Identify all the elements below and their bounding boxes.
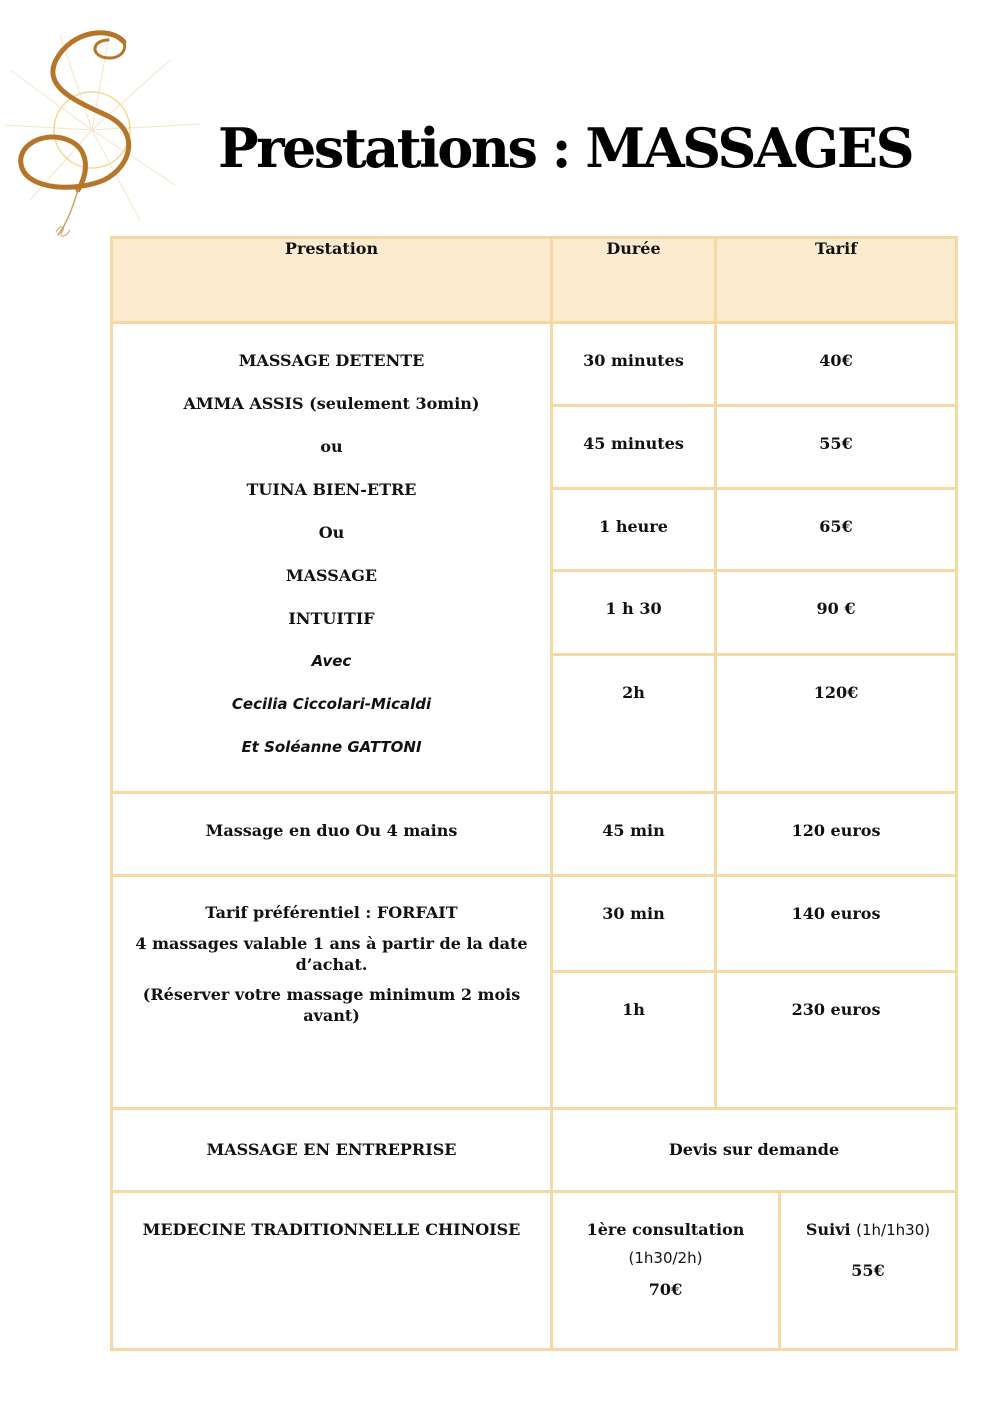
mtc-suivi-duration: (1h/1h30) [856,1221,931,1239]
duree-cell: 30 min [552,876,716,972]
duree-cell: 45 minutes [552,406,716,489]
duree-cell: 1 heure [552,489,716,571]
header-row [112,238,957,323]
prestation-line: Ou [318,523,345,542]
entreprise-label: MASSAGE EN ENTREPRISE [112,1109,552,1192]
header-duree: Durée [552,238,716,323]
prestation-line: ou [320,437,343,456]
duree-cell: 2h [552,655,716,793]
tarif-cell: 120€ [716,655,957,793]
prices-table [110,236,958,1351]
forfait-desc: 4 massages valable 1 ans à partir de la date d’achat. [135,933,528,974]
mtc-first-label: 1ère consultation [586,1220,745,1239]
tarif-cell: 120 euros [716,793,957,876]
duree-cell: 1h [552,972,716,1109]
table-row [112,323,957,406]
table-row [112,1192,957,1350]
duree-cell: 45 min [552,793,716,876]
mtc-suivi-label: Suivi [805,1220,851,1239]
tarif-cell: 140 euros [716,876,957,972]
duree-cell: 1 h 30 [552,571,716,655]
entreprise-value: Devis sur demande [552,1109,957,1192]
prestation-line: MASSAGE [285,566,378,585]
massages-group-cell [112,323,552,793]
mtc-first-cell [552,1192,780,1350]
practitioner-line: Et Soléanne GATTONI [241,738,422,756]
practitioner-line: Cecilia Ciccolari-Micaldi [231,695,432,713]
forfait-note: (Réserver votre massage minimum 2 mois avant) [142,985,521,1026]
duree-cell: 30 minutes [552,323,716,406]
tarif-cell: 230 euros [716,972,957,1109]
table-row [112,876,957,972]
mtc-label: MEDECINE TRADITIONNELLE CHINOISE [112,1192,552,1350]
table-row [112,1109,957,1192]
logo-icon [0,20,210,250]
forfait-cell [112,876,552,1109]
prestation-line: TUINA BIEN-ETRE [246,480,417,499]
prestation-line: AMMA ASSIS (seulement 3omin) [183,394,480,413]
page-title: Prestations : MASSAGES [218,116,913,180]
mtc-first-duration: (1h30/2h) [628,1248,703,1267]
mtc-suivi-price: 55€ [851,1260,885,1280]
forfait-title: Tarif préférentiel : FORFAIT [205,903,458,922]
tarif-cell: 65€ [716,489,957,571]
prestation-line: MASSAGE DETENTE [238,351,425,370]
tarif-cell: 40€ [716,323,957,406]
practitioner-line: Avec [311,652,352,670]
duo-label: Massage en duo Ou 4 mains [112,793,552,876]
header-tarif: Tarif [716,238,957,323]
mtc-first-price: 70€ [648,1280,683,1300]
prestation-line: INTUITIF [288,609,375,628]
header-prestation: Prestation [112,238,552,323]
tarif-cell: 55€ [716,406,957,489]
mtc-suivi-cell [780,1192,957,1350]
tarif-cell: 90 € [716,571,957,655]
table-row [112,793,957,876]
